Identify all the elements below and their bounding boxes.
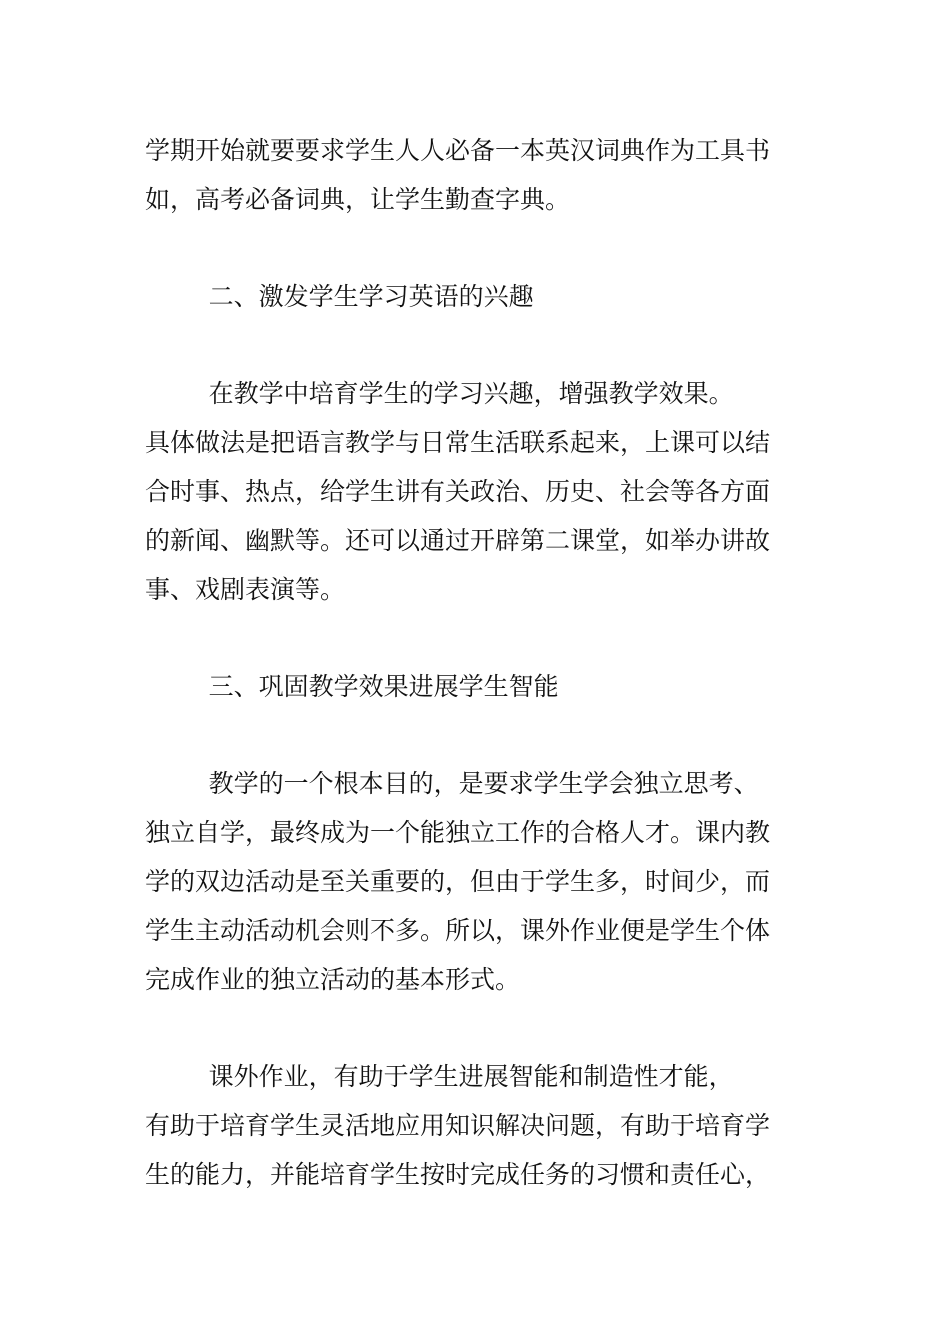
text-line: 事、戏剧表演等。 — [145, 575, 346, 604]
paragraph-independent-study — [145, 759, 810, 1004]
text-line: 如，高考必备词典，让学生勤查字典。 — [145, 185, 571, 214]
text-line: 有助于培育学生灵活地应用知识解决问题，有助于培育学 — [145, 1111, 771, 1140]
text-line: 合时事、热点，给学生讲有关政治、历史、社会等各方面 — [145, 477, 771, 506]
document-body — [145, 126, 810, 1199]
heading-text: 二、激发学生学习英语的兴趣 — [145, 282, 534, 311]
text-line: 在教学中培育学生的学习兴趣，增强教学效果。 — [145, 379, 734, 408]
text-line: 学生主动活动机会则不多。所以，课外作业便是学生个体 — [145, 916, 771, 945]
text-line: 教学的一个根本目的，是要求学生学会独立思考、 — [145, 769, 759, 798]
paragraph-continuation — [145, 126, 810, 224]
text-line: 独立自学，最终成为一个能独立工作的合格人才。课内教 — [145, 818, 771, 847]
text-line: 具体做法是把语言教学与日常生活联系起来，上课可以结 — [145, 428, 771, 457]
text-line: 学的双边活动是至关重要的，但由于学生多，时间少，而 — [145, 867, 771, 896]
text-line: 完成作业的独立活动的基本形式。 — [145, 965, 521, 994]
paragraph-interest — [145, 369, 810, 614]
text-line: 学期开始就要要求学生人人必备一本英汉词典作为工具书 — [145, 136, 771, 165]
paragraph-homework — [145, 1052, 810, 1199]
text-line: 课外作业，有助于学生进展智能和制造性才能， — [145, 1062, 734, 1091]
section-heading-2 — [145, 272, 810, 321]
heading-text: 三、巩固教学效果进展学生智能 — [145, 672, 559, 701]
text-line: 的新闻、幽默等。还可以通过开辟第二课堂，如举办讲故 — [145, 526, 771, 555]
text-line: 生的能力，并能培育学生按时完成任务的习惯和责任心， — [145, 1160, 771, 1189]
section-heading-3 — [145, 662, 810, 711]
